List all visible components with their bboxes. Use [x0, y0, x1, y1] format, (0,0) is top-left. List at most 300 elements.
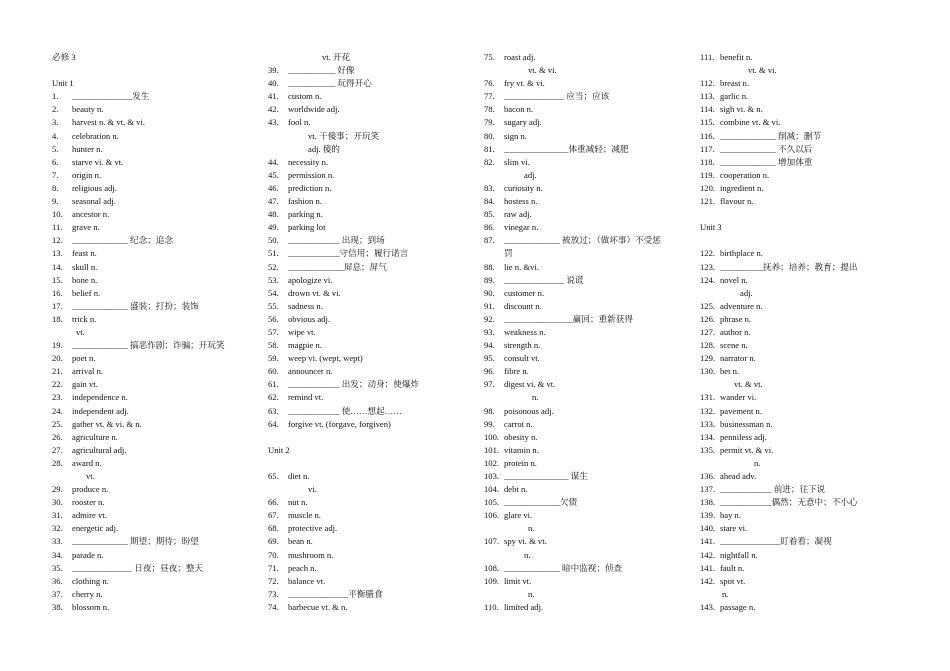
entry-text: remind vt. — [288, 392, 324, 403]
entry-continuation: vt. & vi. — [748, 65, 777, 76]
entry-number: 133. — [700, 418, 716, 429]
entry-text: bay n. — [720, 510, 742, 521]
column-3 — [484, 51, 689, 614]
vocab-entry — [700, 470, 905, 483]
vocab-entry — [268, 77, 473, 90]
column-4 — [700, 51, 905, 614]
entry-text: novel n. — [720, 274, 748, 285]
entry-text: vinegar n. — [504, 222, 539, 233]
entry-number: 90. — [484, 287, 495, 298]
entry-number: 15. — [52, 274, 63, 285]
vocab-entry — [700, 77, 905, 90]
entry-number: 24. — [52, 405, 63, 416]
entry-text: bean n. — [288, 536, 313, 547]
entry-number: 92. — [484, 313, 495, 324]
entry-text: skull n. — [72, 261, 98, 272]
entry-number: 94. — [484, 340, 495, 351]
vocab-entry — [700, 522, 905, 535]
vocab-entry — [52, 601, 257, 614]
entry-number: 26. — [52, 431, 63, 442]
entry-continuation: adj. — [524, 169, 537, 180]
vocab-entry — [268, 522, 473, 535]
entry-number: 75. — [484, 52, 495, 62]
entry-number: 21. — [52, 366, 63, 377]
entry-number: 31. — [52, 510, 63, 521]
entry-number: 108. — [484, 562, 500, 573]
entry-text: ____________ 出现；到场 — [288, 235, 385, 246]
vocab-entry — [700, 116, 905, 129]
vocab-entry — [52, 274, 257, 287]
entry-number: 27. — [52, 444, 63, 455]
entry-number: 52. — [268, 261, 279, 272]
entry-number: 115. — [700, 117, 715, 128]
entry-text: beauty n. — [72, 104, 104, 115]
vocab-entry — [700, 90, 905, 103]
entry-text: parking n. — [288, 209, 323, 220]
entry-continuation: vt. 开花 — [322, 52, 351, 62]
entry-text: sugary adj. — [504, 117, 542, 128]
entry-text: arrival n. — [72, 366, 104, 377]
vocab-entry — [484, 221, 689, 234]
entry-text: birthplace n. — [720, 248, 763, 259]
entry-number: 87. — [484, 235, 495, 246]
entry-continuation: n. — [528, 588, 535, 599]
vocab-entry — [700, 156, 905, 169]
entry-number: 40. — [268, 78, 279, 89]
vocab-entry — [484, 339, 689, 352]
vocab-entry — [268, 261, 473, 274]
entry-number: 102. — [484, 457, 500, 468]
entry-text: benefit n. — [720, 52, 753, 62]
entry-text: seasonal adj. — [72, 196, 116, 207]
vocab-entry — [268, 365, 473, 378]
entry-number: 140. — [700, 523, 716, 534]
vocab-entry — [268, 339, 473, 352]
vocab-entry — [268, 405, 473, 418]
vocab-entry — [700, 261, 905, 274]
vocab-entry — [268, 313, 473, 326]
entry-number: 118. — [700, 156, 715, 167]
entry-text: cooperation n. — [720, 169, 770, 180]
entry-number: 86. — [484, 222, 495, 233]
entry-number: 107. — [484, 536, 500, 547]
vocab-entry — [268, 300, 473, 313]
entry-text: nightfall n. — [720, 549, 758, 560]
entry-number: 85. — [484, 209, 495, 220]
vocab-entry — [268, 418, 473, 431]
vocab-entry — [52, 549, 257, 562]
entry-number: 83. — [484, 182, 495, 193]
entry-text: parking lot — [288, 222, 326, 233]
vocab-entry — [268, 287, 473, 300]
entry-text: sadness n. — [288, 300, 323, 311]
entry-text: ___________ 好像 — [288, 65, 355, 76]
entry-number: 1. — [52, 91, 59, 102]
vocab-entry — [484, 143, 689, 156]
entry-text: slim vi. — [504, 156, 530, 167]
vocab-entry — [268, 326, 473, 339]
entry-text: ahead adv. — [720, 471, 757, 481]
vocab-entry — [484, 575, 689, 588]
entry-text: _____________ 搞恶作剧；诈骗；开玩笑 — [72, 340, 225, 351]
vocab-entry — [700, 130, 905, 143]
vocab-entry — [52, 391, 257, 404]
vocab-entry — [52, 90, 257, 103]
entry-text: adventure n. — [720, 300, 763, 311]
vocab-entry — [52, 588, 257, 601]
vocab-entry — [700, 313, 905, 326]
entry-number: 50. — [268, 235, 279, 246]
entry-text: scene n. — [720, 340, 748, 351]
entry-text: roast adj. — [504, 52, 536, 62]
entry-number: 2. — [52, 104, 59, 115]
entry-number: 13. — [52, 248, 63, 259]
vocab-entry — [484, 208, 689, 221]
entry-text: ______________ 日夜；昼夜；整天 — [72, 562, 204, 573]
entry-number: 123. — [700, 261, 716, 272]
entry-text: muscle n. — [288, 510, 321, 521]
entry-text: phrase n. — [720, 313, 752, 324]
entry-text: independent adj. — [72, 405, 129, 416]
entry-number: 8. — [52, 182, 59, 193]
vocab-entry — [700, 247, 905, 260]
entry-text: permit vt. & vi. — [720, 444, 774, 455]
entry-text: gain vt. — [72, 379, 98, 390]
vocab-entry — [268, 391, 473, 404]
entry-number: 116. — [700, 130, 715, 141]
entry-number: 25. — [52, 418, 63, 429]
vocab-entry — [484, 562, 689, 575]
entry-text: energetic adj. — [72, 523, 119, 534]
vocab-entry — [484, 326, 689, 339]
vocab-entry — [52, 405, 257, 418]
vocab-entry — [484, 156, 689, 169]
vocab-entry — [700, 391, 905, 404]
vocab-entry — [484, 496, 689, 509]
entry-text: _____________欠债 — [504, 497, 578, 508]
entry-number: 74. — [268, 601, 279, 612]
entry-continuation: n. — [722, 588, 729, 599]
entry-number: 124. — [700, 274, 716, 285]
vocab-entry — [268, 247, 473, 260]
vocab-entry — [52, 182, 257, 195]
vocab-entry — [268, 535, 473, 548]
vocab-entry — [484, 103, 689, 116]
entry-continuation: adj. — [740, 287, 753, 298]
vocab-entry — [268, 588, 473, 601]
entry-number: 59. — [268, 353, 279, 364]
entry-number: 135. — [700, 444, 716, 455]
entry-text: narrator n. — [720, 353, 756, 364]
entry-number: 37. — [52, 588, 63, 599]
entry-text: discount n. — [504, 300, 542, 311]
entry-number: 142. — [700, 549, 716, 560]
entry-text: debt n. — [504, 484, 528, 495]
entry-text: ancestor n. — [72, 209, 110, 220]
vocab-entry — [484, 182, 689, 195]
vocab-entry — [700, 575, 905, 588]
vocab-entry — [52, 169, 257, 182]
entry-number: 67. — [268, 510, 279, 521]
vocab-entry — [700, 509, 905, 522]
vocab-entry — [700, 365, 905, 378]
vocab-entry — [52, 339, 257, 352]
entry-text: barbecue vt. & n. — [288, 601, 348, 612]
entry-text: peach n. — [288, 562, 317, 573]
vocab-entry — [700, 601, 905, 614]
entry-text: carrot n. — [504, 418, 533, 429]
entry-text: belief n. — [72, 287, 101, 298]
entry-text: parade n. — [72, 549, 104, 560]
entry-number: 3. — [52, 117, 59, 128]
entry-number: 34. — [52, 549, 63, 560]
entry-text: businessman n. — [720, 418, 773, 429]
entry-text: wander vi. — [720, 392, 757, 403]
vocab-entry — [52, 300, 257, 313]
entry-continuation: vt. & vt. — [734, 379, 763, 390]
entry-number: 47. — [268, 196, 279, 207]
entry-continuation: vt. 干傻事；开玩笑 — [308, 130, 380, 141]
vocab-entry — [52, 457, 257, 470]
vocab-entry — [484, 195, 689, 208]
entry-text: bacon n. — [504, 104, 534, 115]
entry-number: 62. — [268, 392, 279, 403]
vocab-entry — [52, 261, 257, 274]
entry-text: ______________盯着看；凝视 — [720, 536, 832, 547]
entry-text: admire vt. — [72, 510, 107, 521]
entry-number: 84. — [484, 196, 495, 207]
entry-number: 138. — [700, 497, 716, 508]
vocab-entry — [484, 51, 689, 64]
vocab-entry — [484, 234, 689, 247]
entry-text: award n. — [72, 457, 102, 468]
vocab-entry — [52, 247, 257, 260]
entry-text: starve vi. & vt. — [72, 156, 124, 167]
entry-text: consult vt. — [504, 353, 540, 364]
entry-number: 139. — [700, 510, 716, 521]
entry-number: 96. — [484, 366, 495, 377]
entry-number: 113. — [700, 91, 715, 102]
vocab-entry — [268, 208, 473, 221]
entry-number: 60. — [268, 366, 279, 377]
vocab-entry — [52, 352, 257, 365]
entry-text: trick n. — [72, 313, 97, 324]
vocab-entry — [484, 261, 689, 274]
vocab-entry — [268, 470, 473, 483]
entry-number: 125. — [700, 300, 716, 311]
entry-number: 14. — [52, 261, 63, 272]
vocab-entry — [484, 313, 689, 326]
entry-number: 100. — [484, 431, 500, 442]
entry-number: 111. — [700, 52, 715, 62]
spacer — [700, 208, 905, 221]
entry-number: 9. — [52, 196, 59, 207]
entry-text: agriculture n. — [72, 431, 118, 442]
entry-text: limited adj. — [504, 601, 544, 612]
entry-number: 4. — [52, 130, 59, 141]
vocab-entry — [484, 483, 689, 496]
entry-text: protective adj. — [288, 523, 338, 534]
entry-number: 72. — [268, 575, 279, 586]
entry-text: glare vi. — [504, 510, 533, 521]
section-heading: 必修 3 — [52, 52, 76, 62]
entry-number: 63. — [268, 405, 279, 416]
vocab-entry — [484, 365, 689, 378]
entry-number: 89. — [484, 274, 495, 285]
entry-text: grave n. — [72, 222, 100, 233]
entry-number: 68. — [268, 523, 279, 534]
entry-number: 121. — [700, 196, 716, 207]
vocab-entry — [52, 156, 257, 169]
entry-number: 129. — [700, 353, 716, 364]
entry-number: 105. — [484, 497, 500, 508]
vocab-entry — [52, 365, 257, 378]
spacer — [52, 64, 257, 77]
vocab-entry — [268, 221, 473, 234]
entry-text: permission n. — [288, 169, 335, 180]
entry-text: _____________屏息；屏气 — [288, 261, 387, 272]
entry-text: fashion n. — [288, 196, 322, 207]
vocab-entry — [52, 103, 257, 116]
entry-text: forgive vt. (forgave, forgiven) — [288, 418, 391, 429]
vocab-entry — [700, 352, 905, 365]
entry-text: gather vt. & vi. & n. — [72, 418, 142, 429]
vocab-entry — [268, 575, 473, 588]
entry-number: 12. — [52, 235, 63, 246]
entry-text: mushroom n. — [288, 549, 334, 560]
entry-text: custom n. — [288, 91, 322, 102]
entry-number: 18. — [52, 313, 63, 324]
vocab-entry — [52, 143, 257, 156]
vocab-entry — [484, 130, 689, 143]
entry-continuation: adj. 傻的 — [308, 143, 340, 154]
entry-text: weakness n. — [504, 326, 546, 337]
entry-number: 38. — [52, 601, 63, 612]
entry-text: spy vi. & vt. — [504, 536, 547, 547]
entry-text: ____________ 使……想起…… — [288, 405, 402, 416]
vocab-entry — [52, 431, 257, 444]
entry-text: __________抚养；培养；教育；提出 — [720, 261, 858, 272]
entry-number: 98. — [484, 405, 495, 416]
vocab-entry — [484, 352, 689, 365]
entry-number: 103. — [484, 471, 500, 481]
entry-continuation: n. — [524, 549, 531, 560]
entry-number: 131. — [700, 392, 716, 403]
entry-text: necessity n. — [288, 156, 329, 167]
entry-text: obvious adj. — [288, 313, 331, 324]
entry-number: 48. — [268, 209, 279, 220]
entry-text: curiosity n. — [504, 182, 543, 193]
entry-number: 142. — [700, 575, 716, 586]
entry-continuation: vt. — [76, 326, 85, 337]
vocab-entry — [52, 575, 257, 588]
section-heading: Unit 2 — [268, 444, 290, 455]
vocab-entry — [52, 535, 257, 548]
entry-text: _____________ 期望；期待；盼望 — [72, 536, 199, 547]
vocab-entry — [268, 549, 473, 562]
entry-text: _____________ 暗中监视；侦查 — [504, 562, 623, 573]
entry-number: 58. — [268, 340, 279, 351]
vocab-entry — [484, 509, 689, 522]
vocab-entry — [700, 143, 905, 156]
entry-number: 88. — [484, 261, 495, 272]
entry-text: clothing n. — [72, 575, 109, 586]
entry-number: 33. — [52, 536, 63, 547]
entry-text: _____________ 被放过；（做坏事）不受惩 — [504, 235, 661, 246]
entry-text: poet n. — [72, 353, 96, 364]
vocab-entry — [268, 103, 473, 116]
entry-number: 23. — [52, 392, 63, 403]
entry-number: 79. — [484, 117, 495, 128]
entry-text: penniless adj. — [720, 431, 767, 442]
entry-number: 56. — [268, 313, 279, 324]
entry-number: 120. — [700, 182, 716, 193]
entry-number: 78. — [484, 104, 495, 115]
entry-text: fool n. — [288, 117, 311, 128]
vocab-entry — [268, 234, 473, 247]
vocab-entry — [268, 169, 473, 182]
entry-number: 6. — [52, 156, 59, 167]
vocab-entry — [484, 287, 689, 300]
vocab-entry — [52, 208, 257, 221]
vocab-entry — [268, 156, 473, 169]
entry-number: 5. — [52, 143, 59, 154]
entry-text: celebration n. — [72, 130, 119, 141]
entry-continuation: n. — [528, 523, 535, 534]
entry-number: 11. — [52, 222, 63, 233]
entry-text: ____________ 前进；往下说 — [720, 484, 826, 495]
entry-number: 35. — [52, 562, 63, 573]
vocab-entry — [484, 470, 689, 483]
entry-text: ____________守信用；履行诺言 — [288, 248, 409, 259]
vocab-entry — [268, 562, 473, 575]
entry-number: 104. — [484, 484, 500, 495]
vocab-entry — [484, 418, 689, 431]
entry-number: 61. — [268, 379, 279, 390]
entry-text: ingredient n. — [720, 182, 764, 193]
vocab-entry — [484, 274, 689, 287]
vocab-entry — [484, 77, 689, 90]
entry-continuation: vt. — [86, 471, 95, 481]
entry-text: sigh vi. & n. — [720, 104, 763, 115]
entry-number: 10. — [52, 209, 63, 220]
vocab-entry — [484, 457, 689, 470]
entry-text: spot vt. — [720, 575, 746, 586]
entry-text: sign n. — [504, 130, 527, 141]
vocab-entry — [52, 418, 257, 431]
entry-number: 17. — [52, 300, 63, 311]
entry-text: cherry n. — [72, 588, 103, 599]
entry-number: 64. — [268, 418, 279, 429]
entry-text: _______________ 谋生 — [504, 471, 588, 481]
vocab-entry — [268, 116, 473, 129]
entry-continuation: vi. — [308, 484, 317, 495]
entry-text: hostess n. — [504, 196, 538, 207]
vocab-entry — [268, 601, 473, 614]
vocab-entry — [484, 431, 689, 444]
entry-number: 143. — [700, 601, 716, 612]
entry-number: 69. — [268, 536, 279, 547]
vocab-entry — [484, 535, 689, 548]
entry-number: 54. — [268, 287, 279, 298]
vocab-entry — [268, 195, 473, 208]
vocab-entry — [52, 378, 257, 391]
entry-number: 122. — [700, 248, 716, 259]
entry-number: 101. — [484, 444, 500, 455]
entry-number: 93. — [484, 326, 495, 337]
vocab-entry — [268, 274, 473, 287]
entry-number: 77. — [484, 91, 495, 102]
